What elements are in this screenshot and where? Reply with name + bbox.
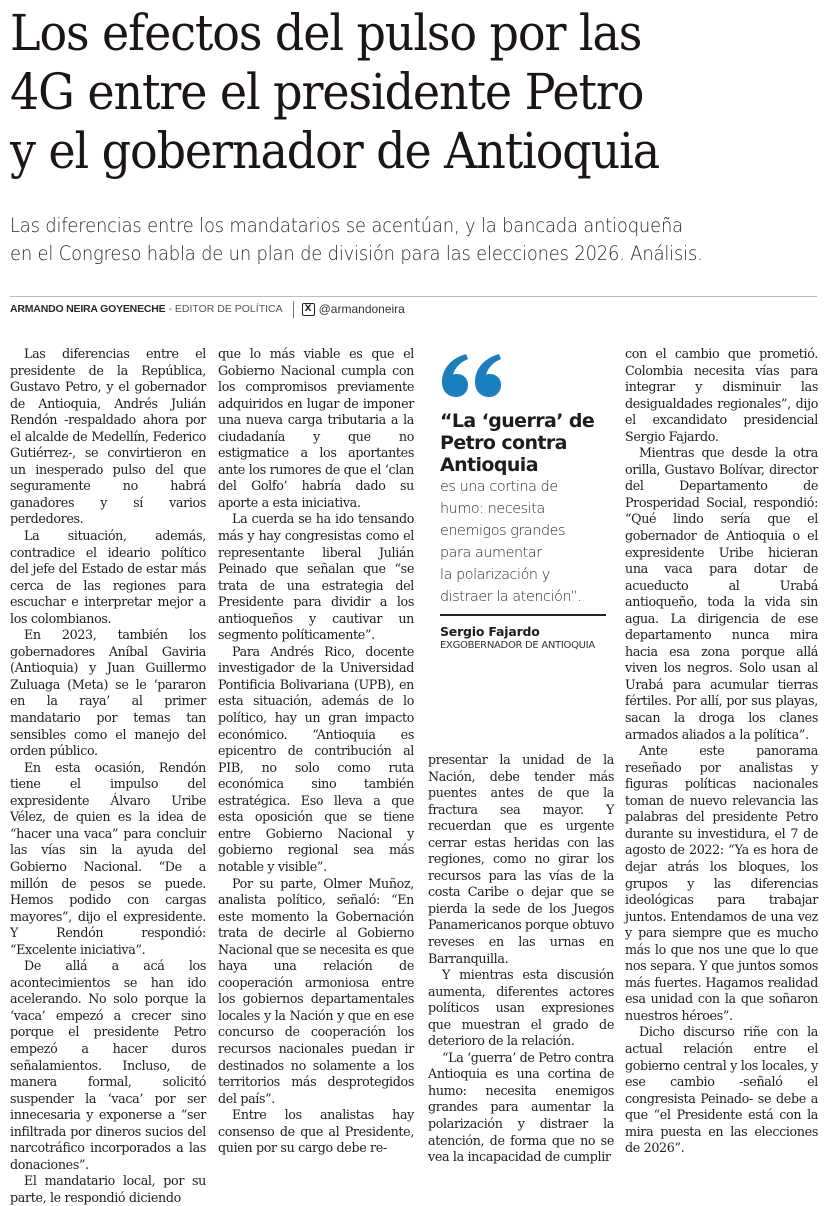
paragraph: presentar la unidad de la Nación, debe tender más puentes antes de que la fractura sea mayor. Y recuerdan que es urgente cerrar estas heridas con las regiones, como no girar los recursos para las vías de la costa Caribe o dejar que se pierda la sede de los Juegos Panamericanos porque obtuvo reveses en las urnas en Barranquilla. (428, 752, 614, 966)
paragraph: con el cambio que prometió. Colombia necesita vías para integrar y disminuir las desigualdades regionales”, dijo el excandidato presidencial Sergio Fajardo. (625, 346, 818, 444)
pull-quote-lead-line: Antioquia (440, 454, 538, 476)
pull-quote-lead (440, 410, 608, 476)
pull-quote-line: distraer la atención”. (440, 589, 582, 605)
article-column-1 (10, 346, 206, 1206)
byline-divider (10, 296, 817, 297)
pull-quote-author-role: EXGOBERNADOR DE ANTIOQUIA (440, 639, 595, 651)
paragraph: De allá a acá los acontecimientos se han ido acelerando. No solo porque la ‘vaca’ empezó a crecer sino porque el presidente Petro empezó a hacer duros señalamientos. Incluso, de manera formal, solicitó suspender la ‘vaca’ por ser innecesaria y exponerse a “ser infiltrada por dineros sucios del narcotráfico incorporados a las donaciones”. (10, 958, 206, 1172)
paragraph: Ante este panorama reseñado por analistas y figuras políticas nacionales toman de nuevo relevancia las palabras del presidente Petro durante su investidura, el 7 de agosto de 2022: “Ya es hora de dejar atrás los bloques, los grupos y las diferencias ideológicas para trabajar juntos. Entendamos de una vez y para siempre que es mucho más lo que nos une que lo que nos separa. Y que juntos somos más fuertes. Hagamos realidad esa unidad con la que soñaron nuestros héroes”. (625, 743, 818, 1023)
pull-quote-author: Sergio Fajardo (440, 623, 540, 639)
paragraph: Para Andrés Rico, docente investigador de la Universidad Pontificia Bolivariana (UPB), en esta situación, además de lo político, hay un gran impacto económico. “Antioquia es epicentro de contribución al PIB, no solo como ruta económica sino también estratégica. Eso lleva a que esta oposición que se tiene entre Gobierno Nacional y gobierno regional sea más notable y visible”. (218, 643, 414, 874)
pull-quote-lead-line: “La ‘guerra’ de (440, 410, 595, 432)
x-logo-icon: X (302, 303, 315, 316)
paragraph: que lo más viable es que el Gobierno Nacional cumpla con los compromisos previamente adquiridos en lugar de imponer una nueva carga tributaria a la ciudadanía y que no estigmatice a los aportantes ante los rumores de que el ‘clan del Golfo’ habría dado su aporte a esta iniciativa. (218, 346, 414, 510)
paragraph: Y mientras esta discusión aumenta, diferentes actores políticos usan expresiones que muestran el grado de deterioro de la relación. (428, 967, 614, 1049)
paragraph: En 2023, también los gobernadores Aníbal Gaviria (Antioquia) y Juan Guillermo Zuluaga (Meta) se le ‘pararon en la raya’ al primer mandatario por temas tan sensibles como el manejo del orden público. (10, 627, 206, 759)
byline (10, 300, 405, 318)
subhead-line: Las diferencias entre los mandatarios se acentúan, y la bancada antioqueña (10, 214, 683, 237)
pull-quote-line: humo: necesita (440, 501, 545, 517)
headline (10, 4, 755, 181)
article-column-2 (218, 346, 414, 1157)
subhead-line: en el Congreso habla de un plan de división para las elecciones 2026. Análisis. (10, 242, 703, 265)
pull-quote-lead-line: Petro contra (440, 432, 567, 454)
author-handle[interactable]: @armandoneira (318, 302, 405, 316)
pull-quote-line: enemigos grandes (440, 523, 566, 539)
article-column-3 (428, 752, 614, 1166)
pull-quote (440, 352, 608, 651)
paragraph: La cuerda se ha ido tensando más y hay congresistas como el representante liberal Julián Peinado que señalan que “se trata de una estrategia del Presidente para dividir a los antioqueños y cautivar un segmento políticamente”. (218, 511, 414, 643)
author-name: ARMANDO NEIRA GOYENECHE (10, 303, 166, 315)
subheadline (10, 212, 755, 268)
author-role: - EDITOR DE POLÍTICA (168, 303, 283, 315)
article-column-4 (625, 346, 818, 1157)
pull-quote-line: la polarización y (440, 567, 550, 583)
paragraph: Dicho discurso riñe con la actual relación entre el gobierno central y los locales, y ese cambio -señaló el congresista Peinado- se debe a que “el Presidente está con la mira puesta en las elecciones de 2026”. (625, 1024, 818, 1156)
paragraph: El mandatario local, por su parte, le respondió diciendo (10, 1173, 206, 1205)
pull-quote-line: para aumentar (440, 545, 542, 561)
paragraph: Por su parte, Olmer Muñoz, analista político, señaló: “En este momento la Gobernación trata de decirle al Gobierno Nacional que se necesita es que haya una relación de cooperación armoniosa entre los gobiernos departamentales locales y la Nación y que en ese concurso de cooperación los recursos nacionales puedan ir destinados no solamente a los territorios más desprotegidos del país”. (218, 875, 414, 1106)
headline-line: 4G entre el presidente Petro (10, 63, 644, 121)
paragraph: Las diferencias entre el presidente de la República, Gustavo Petro, y el gobernador de Antioquia, Andrés Julián Rendón -respaldado ahora por el alcalde de Medellín, Federico Gutiérrez-, se convirtieron en un inesperado pulso del que seguramente no habrá ganadores y sí varios perdedores. (10, 346, 206, 527)
quotation-mark-icon (440, 352, 502, 398)
paragraph: La situación, además, contradice el ideario político del jefe del Estado de estar más cerca de las regiones para escuchar e interpretar mejor a los colombianos. (10, 528, 206, 626)
paragraph: Mientras que desde la otra orilla, Gustavo Bolívar, director del Departamento de Prosperidad Social, respondió: “Qué lindo sería que el gobernador de Antioquia o el expresidente Uribe hicieran una vaca para dotar de acueducto al Urabá antioqueño, toda la vida sin agua. La dirigencia de ese departamento nunca mira hacia esa zona porque allá viven los negros. Solo usan al Urabá para acumular tierras fértiles. Por allí, por sus playas, sacan la droga los clanes armados aliados a la política”. (625, 445, 818, 742)
paragraph: Entre los analistas hay consenso de que al Presidente, quien por su cargo debe re- (218, 1107, 414, 1156)
paragraph: “La ‘guerra’ de Petro contra Antioquia es una cortina de humo: necesita enemigos grandes para aumentar la polarización y distraer la atención, de forma que no se vea la incapacidad de cumplir (428, 1049, 614, 1165)
byline-separator (293, 301, 294, 318)
headline-line: y el gobernador de Antioquia (10, 122, 660, 180)
pull-quote-divider (440, 614, 606, 616)
pull-quote-line: es una cortina de (440, 479, 558, 495)
paragraph: En esta ocasión, Rendón tiene el impulso del expresidente Álvaro Uribe Vélez, de quien es la idea de “hacer una vaca” para concluir las vías sin la ayuda del Gobierno Nacional. “De a millón de pesos se puede. Hemos podido con cargas mayores”, dijo el expresidente. Y Rendón respondió: “Excelente iniciativa”. (10, 759, 206, 957)
pull-quote-body (440, 476, 608, 608)
headline-line: Los efectos del pulso por las (10, 4, 642, 62)
